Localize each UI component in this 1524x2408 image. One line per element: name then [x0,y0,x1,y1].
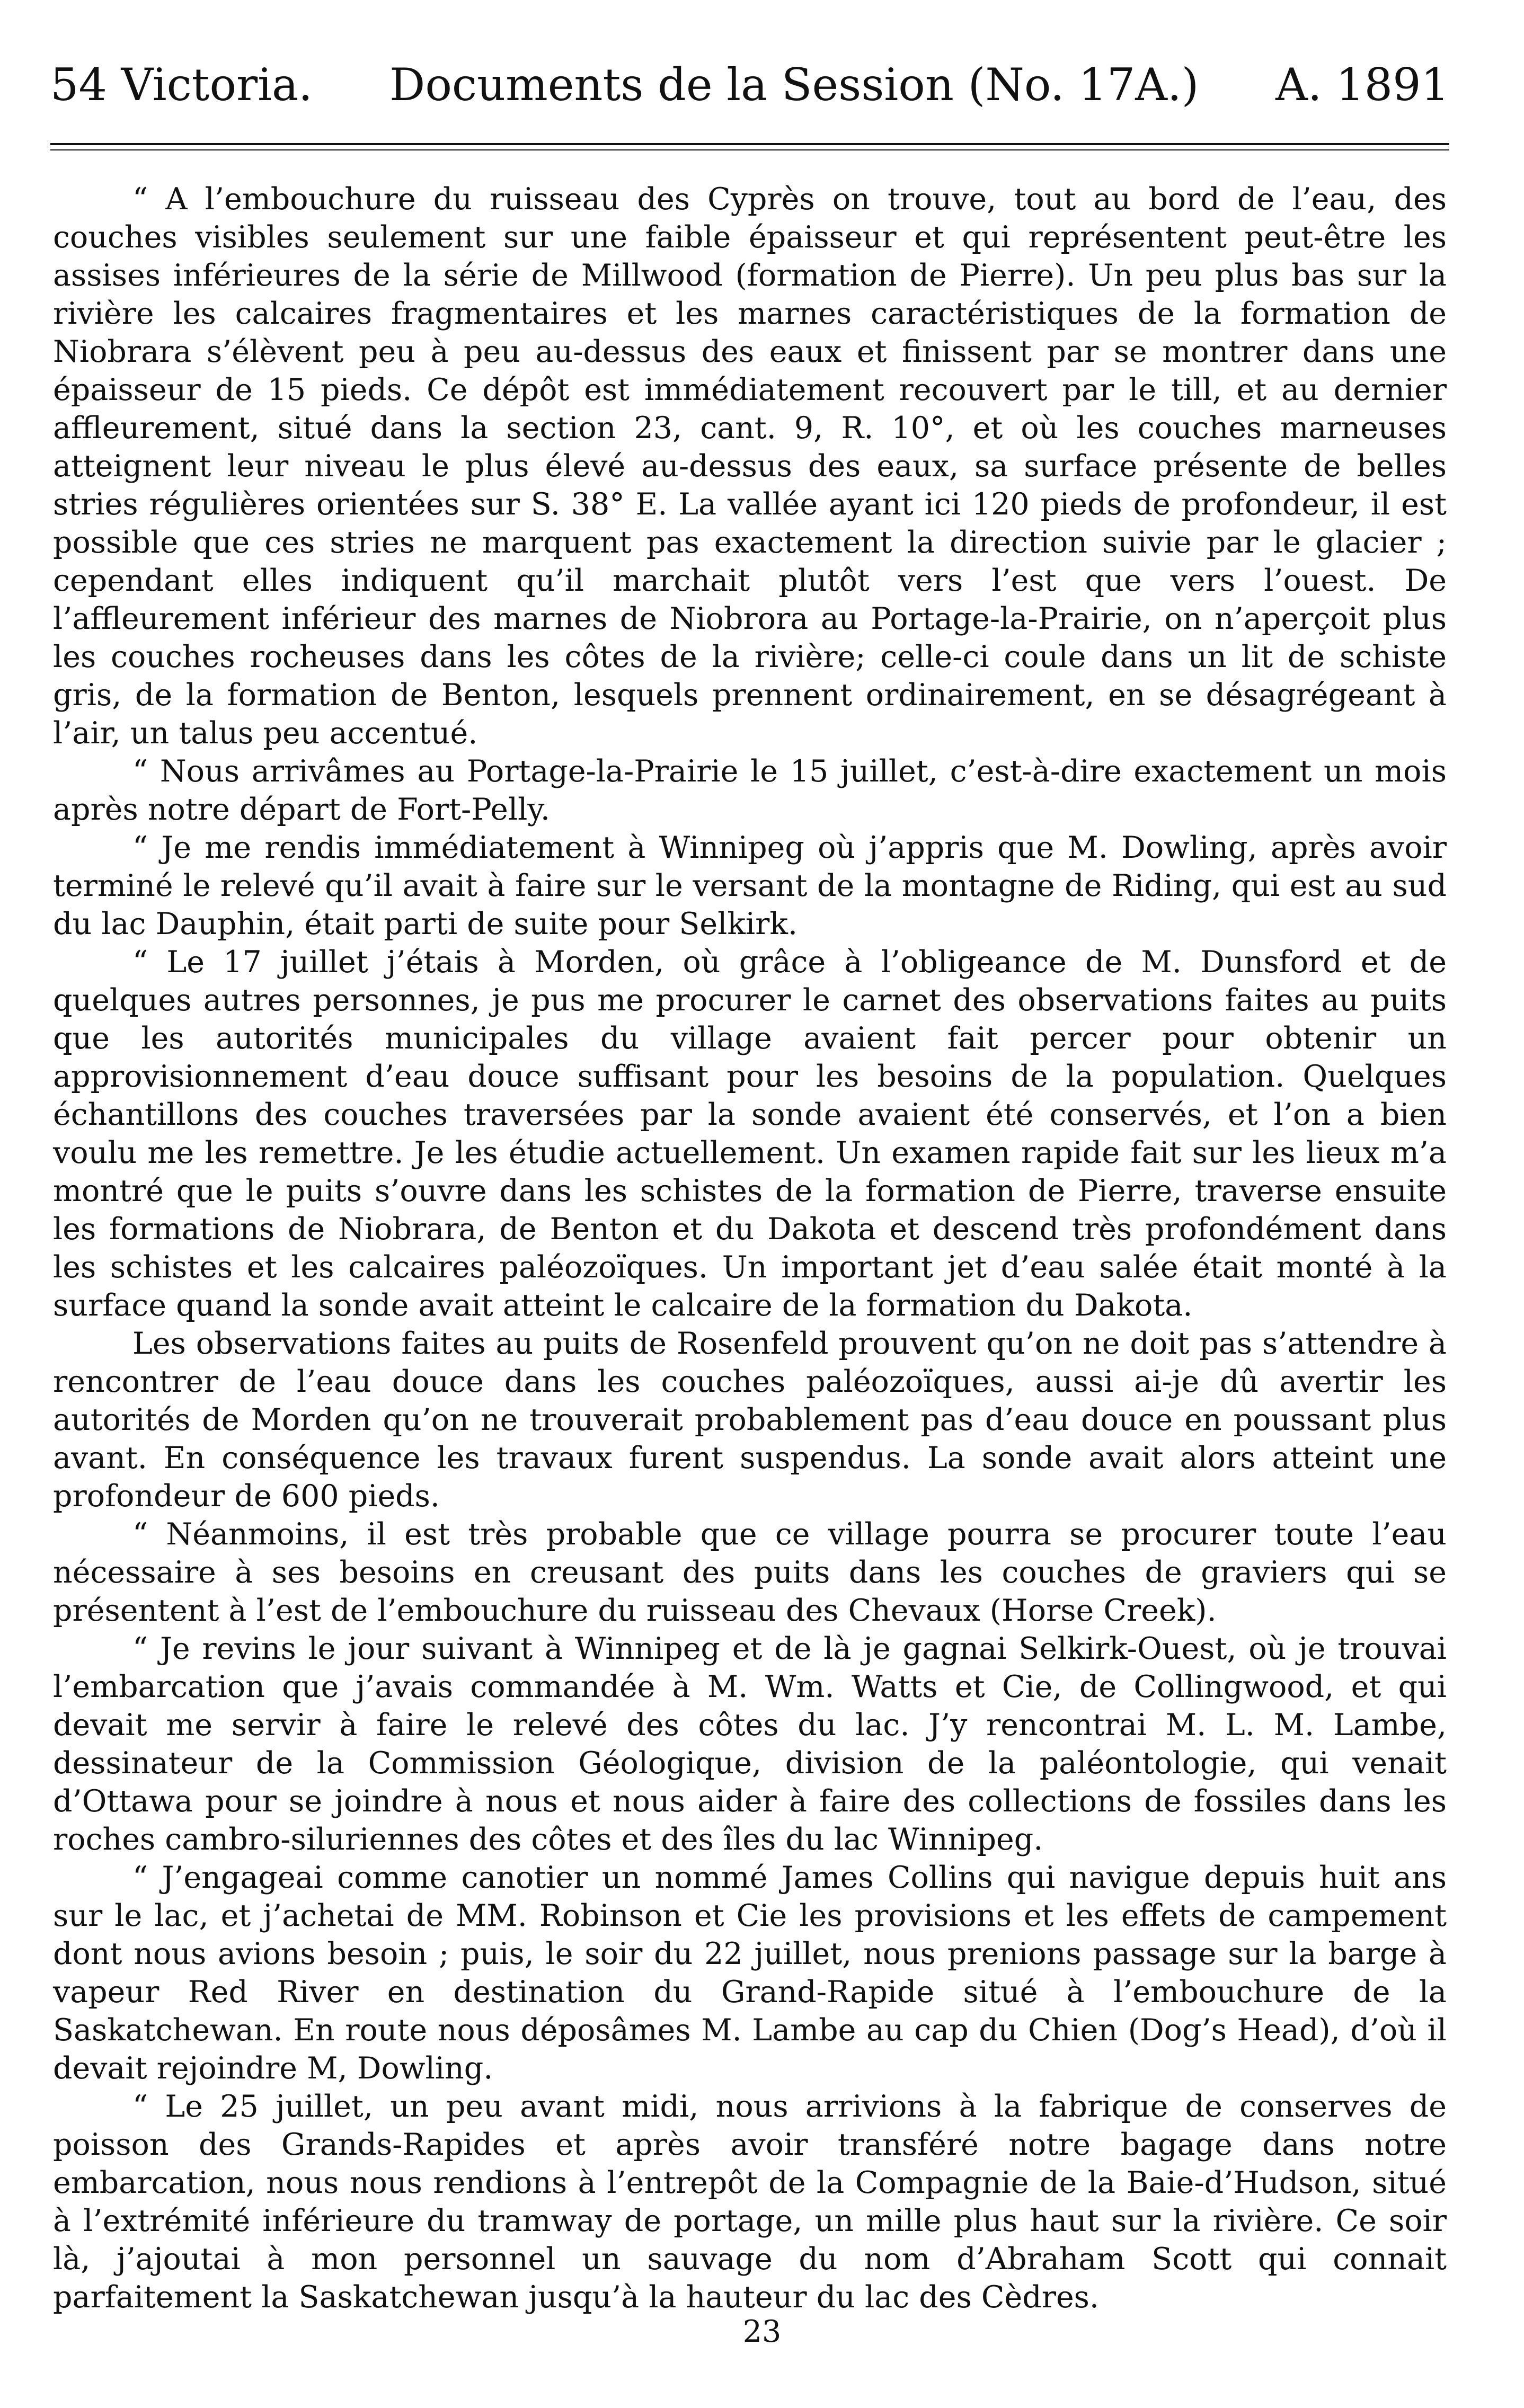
header-document-title: Documents de la Session (No. 17A.) [389,59,1199,111]
page-number: 23 [742,2314,782,2349]
header-regnal-year: 54 Victoria. [50,59,313,111]
paragraph-morden-well: “ Le 17 juillet j’étais à Morden, où grâce à l’obligeance de M. Dunsford et de quelques autres personnes, je pus me procurer le carnet des observations faites au puits que les autorités municipales du village avaient fait percer pour obtenir un approvisionnement d’eau douce suffisant pour les besoins de la population. Quelques échantillons des couches traversées par la sonde avaient été conservés, et l’on a bien voulu me les remettre. Je les étudie actuellement. Un examen rapide fait sur les lieux m’a montré que le puits s’ouvre dans les schistes de la formation de Pierre, traverse ensuite les formations de Niobrara, de Benton et du Dakota et descend très profondément dans les schistes et les calcaires paléozoïques. Un important jet d’eau salée était monté à la surface quand la sonde avait atteint le calcaire de la formation du Dakota. [53,945,1447,1323]
header-rule-thick [50,143,1449,145]
paragraph-collins: “ J’engageai comme canotier un nommé James Collins qui navigue depuis huit ans sur le lac, et j’achetai de MM. Robinson et Cie les provisions et les effets de campement dont nous avions besoin ; puis, le soir du 22 juillet, nous prenions passage sur la barge à vapeur Red River en destination du Grand-Rapide situé à l’embouchure de la Saskatchewan. En route nous déposâmes M. Lambe au cap du Chien (Dog’s Head), d’où il devait rejoindre M, Dowling. [53,1860,1447,2086]
paragraph-horse-creek: “ Néanmoins, il est très probable que ce village pourra se procurer toute l’eau nécessaire à ses besoins en creusant des puits dans les couches de graviers qui se présentent à l’est de l’embouchure du ruisseau des Chevaux (Horse Creek). [53,1517,1447,1628]
paragraph-rosenfeld: Les observations faites au puits de Rosenfeld prouvent qu’on ne doit pas s’attendre à rencontrer de l’eau douce dans les couches paléozoïques, aussi ai-je dû avertir les autorités de Morden qu’on ne trouverait probablement pas d’eau douce en poussant plus avant. En conséquence les travaux furent suspendus. La sonde avait alors atteint une profondeur de 600 pieds. [53,1326,1447,1514]
paragraph-portage-arrival: “ Nous arrivâmes au Portage-la-Prairie le 15 juillet, c’est-à-dire exactement un mois après notre départ de Fort-Pelly. [53,754,1447,827]
paragraph-selkirk: “ Je revins le jour suivant à Winnipeg et de là je gagnai Selkirk-Ouest, où je trouvai l’embarcation que j’avais commandée à M. Wm. Watts et Cie, de Collingwood, et qui devait me servir à faire le relevé des côtes du lac. J’y rencontrai M. L. M. Lambe, dessinateur de la Commission Géologique, division de la paléontologie, qui venait d’Ottawa pour se joindre à nous et nous aider à faire des collections de fossiles dans les roches cambro-siluriennes des côtes et des îles du lac Winnipeg. [53,1631,1447,1857]
paragraph-grand-rapids: “ Le 25 juillet, un peu avant midi, nous arrivions à la fabrique de conserves de poisson des Grands-Rapides et après avoir transféré notre bagage dans notre embarcation, nous nous rendions à l’entrepôt de la Compagnie de la Baie-d’Hudson, situé à l’extrémité inférieure du tramway de portage, un mille plus haut sur la rivière. Ce soir là, j’ajoutai à mon personnel un sauvage du nom d’Abraham Scott qui connait parfaitement la Saskatchewan jusqu’à la hauteur du lac des Cèdres. [53,2089,1447,2315]
header-year: A. 1891 [1275,59,1449,111]
report-body [53,180,1447,2316]
running-header [50,58,1449,111]
header-rule-thin [50,149,1449,150]
paragraph-winnipeg: “ Je me rendis immédiatement à Winnipeg où j’appris que M. Dowling, après avoir terminé le relevé qu’il avait à faire sur le versant de la montagne de Riding, qui est au sud du lac Dauphin, était parti de suite pour Selkirk. [53,830,1447,941]
paragraph-cypress-creek: “ A l’embouchure du ruisseau des Cyprès on trouve, tout au bord de l’eau, des couches visibles seulement sur une faible épaisseur et qui représentent peut-être les assises inférieures de la série de Millwood (formation de Pierre). Un peu plus bas sur la rivière les calcaires fragmentaires et les marnes caractéristiques de la formation de Niobrara s’élèvent peu à peu au-dessus des eaux et finissent par se montrer dans une épaisseur de 15 pieds. Ce dépôt est immédiatement recouvert par le till, et au dernier affleurement, situé dans la section 23, cant. 9, R. 10°, et où les couches marneuses atteignent leur niveau le plus élevé au-dessus des eaux, sa surface présente de belles stries régulières orientées sur S. 38° E. La vallée ayant ici 120 pieds de profondeur, il est possible que ces stries ne marquent pas exactement la direction suivie par le glacier ; cependant elles indiquent qu’il marchait plutôt vers l’est que vers l’ouest. De l’affleurement inférieur des marnes de Niobrora au Portage-la-Prairie, on n’aperçoit plus les couches rocheuses dans les côtes de la rivière; celle-ci coule dans un lit de schiste gris, de la formation de Benton, lesquels prennent ordinairement, en se désagrégeant à l’air, un talus peu accentué. [53,182,1447,751]
